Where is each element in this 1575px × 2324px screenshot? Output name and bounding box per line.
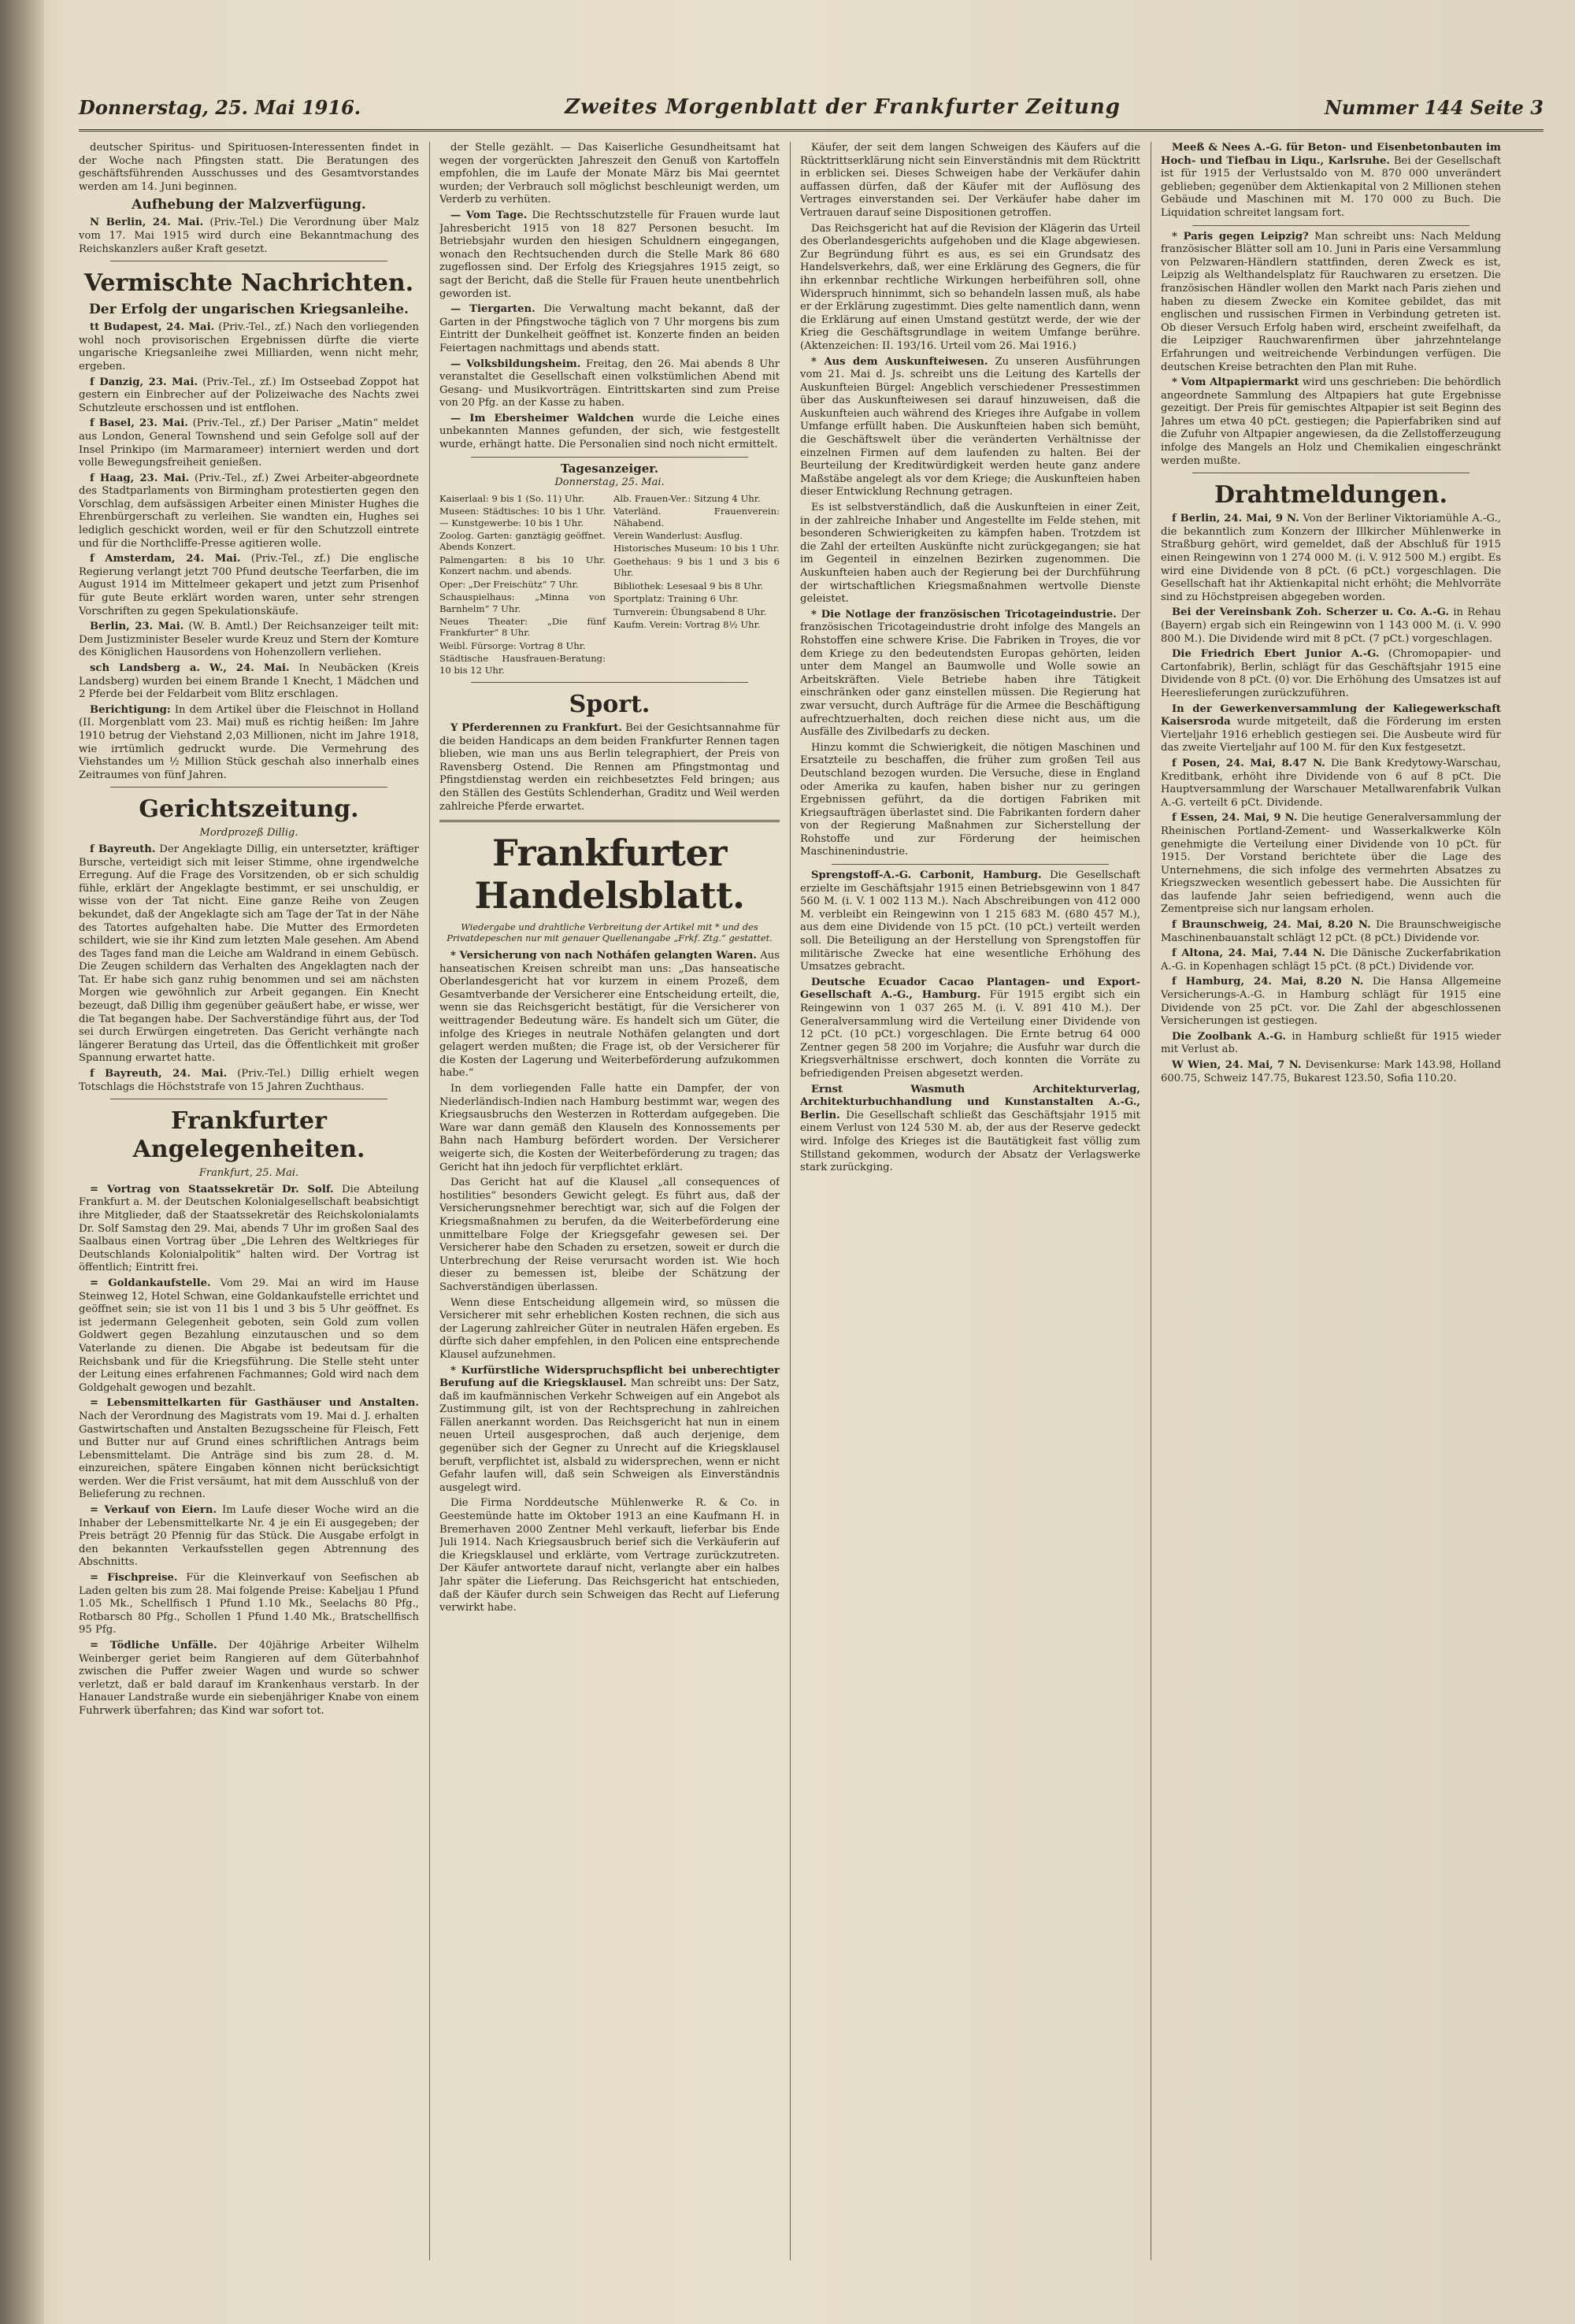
article-paragraph bbox=[1161, 976, 1501, 1028]
article-paragraph bbox=[800, 502, 1140, 606]
article-text: Der Angeklagte Dillig, ein untersetzter, kräftiger Bursche, verteidigt sich mit leiser Stimme, ohne irgendwelche Erregung. Auf die Frage des Vorsitzenden, ob er sich schuldig fühle, erklärt der Angeklagte bestimmt, er sei unschuldig, er wisse von der Tat nicht. Eine ganze Reihe von Zeugen bekundet, daß der Angeklagte sich am Tage der Tat in der Nähe des Tatortes aufgehalten habe. Die Mutter des Ermordeten schildert, wie sie ihr Kind zum letzten Male gesehen. Am Abend des Tages fand man die Leiche am Waldrand in einem Gebüsch. Die Zeugen schildern das Verhalten des Angeklagten nach der Tat. Er habe sich ganz ruhig benommen und sei am nächsten Morgen wie gewöhnlich zur Arbeit gegangen. Ein Knecht bezeugt, daß Dillig ihm gegenüber geäußert habe, er wisse, wer die Tat begangen habe. Der Sachverständige führt aus, der Tod sei durch Erwürgen eingetreten. Das Gericht verhängte nach längerer Beratung das Urteil, das die Öffentlichkeit mit großer Spannung erwartet hatte. bbox=[79, 843, 419, 1065]
article-text: (Priv.-Tel., zf.) Die englische Regierung verlangt jetzt 700 Pfund deutsche Teerfarben, die im August 1914 im Mittelmeer gekapert und jetzt zum Prisenhof für gute Beute erklärt worden waren, unter sehr strengen Vorschriften zu gegen Spekulationskäufe. bbox=[79, 553, 419, 617]
article-paragraph bbox=[800, 609, 1140, 739]
masthead bbox=[79, 85, 1544, 132]
article-text: Zu unseren Ausführungen vom 21. Mai d. Js. schreibt uns die Leitung des Kartells der Auskunfteien Bürgel: Angeblich verschiedener Pressestimmen über das Auskunfteiwesen sei darauf hinzuweisen, daß die Auskunfteien auch während des Krieges ihre Aufgabe in vollem Umfange erfüllt haben. Die Auskunfteien haben sich bemüht, die Geschäftswelt über die veränderten Verhältnisse der einzelnen Firmen auf dem laufenden zu halten. Bei der Beurteilung der Kreditwürdigkeit werden heute ganz andere Maßstäbe angelegt als vor dem Kriege; die Auskunfteien haben dieser Entwicklung Rechnung getragen. bbox=[800, 355, 1140, 499]
article-paragraph bbox=[79, 553, 419, 618]
article-text: Die Braunschweigische Maschinenbauanstalt schlägt 12 pCt. (8 pCt.) Dividende vor. bbox=[1161, 919, 1501, 944]
column-2 bbox=[439, 142, 780, 2268]
column-1 bbox=[79, 142, 419, 2268]
section-banner-headline: Frankfurter Handelsblatt. bbox=[474, 832, 745, 917]
listing-grid bbox=[439, 493, 780, 677]
page-gutter-shadow bbox=[0, 0, 44, 2324]
article-text: wurde mitgeteilt, daß die Förderung im ersten Vierteljahr 1916 erheblich gestiegen sei. Die Ausbeute wird für das zweite Vierteljahr auf 100 M. für den Kux festgesetzt. bbox=[1161, 716, 1501, 754]
double-rule bbox=[439, 820, 780, 822]
section-rule bbox=[471, 457, 748, 458]
article-text: (Priv.-Tel., zf.) Im Ostseebad Zoppot hat gestern ein Einbrecher auf der Polizeiwache des Nachts zwei Schutzleute erschossen und ist entflohen. bbox=[79, 376, 419, 414]
article-lead: N Berlin, 24. Mai. bbox=[90, 217, 204, 229]
article-text: in Hamburg schließt für 1915 wieder mit Verlust ab. bbox=[1161, 1030, 1501, 1056]
article-text: deutscher Spiritus- und Spirituosen-Interessenten findet in der Woche nach Pfingsten statt. Die Beratungen des geschäftsführenden Ausschusses und des Gesamtvorstandes werden am 14. Juni beginnen. bbox=[79, 142, 419, 193]
listing-entry: Palmengarten: 8 bis 10 Uhr. Konzert nachm. und abends. bbox=[439, 554, 606, 577]
section-headline: Frankfurter Angelegenheiten. bbox=[132, 1107, 365, 1164]
article-lead: Die Zoolbank A.-G. bbox=[1172, 1030, 1286, 1043]
article-text: Im Laufe dieser Woche wird an die Inhaber der Lebensmittelkarte Nr. 4 je ein Ei ausgegeben; der Preis beträgt 20 Pfennig für das Stück. Die Ausgabe erfolgt in den bekannten Verkaufsstellen gegen Abtrennung des Abschnitts. bbox=[79, 1504, 419, 1569]
section-headline: Drahtmeldungen. bbox=[1214, 481, 1448, 510]
section-dateline: Frankfurt, 25. Mai. bbox=[198, 1167, 299, 1180]
article-lead: f Braunschweig, 24. Mai, 8.20 N. bbox=[1172, 919, 1371, 932]
article-paragraph bbox=[439, 1365, 780, 1496]
listing-entry: Vaterländ. Frauenverein: Nähabend. bbox=[613, 506, 780, 528]
article-text: Von der Berliner Viktoriamühle A.-G., die bekanntlich zum Konzern der Illkircher Mühlenwerke in Straßburg gehört, wird gemeldet, daß der Abschluß für 1915 einen Reingewinn von 1 274 000 M. (i. V. 912 500 M.) ergibt. Es wird eine Dividende von 8 pCt. (6 pCt.) vorgeschlagen. Die Gesellschaft hat ihr Aktienkapital nicht erhöht; die Mehlvorräte sind zu Höchstpreisen abgegeben worden. bbox=[1161, 513, 1501, 603]
article-paragraph bbox=[1161, 648, 1501, 700]
article-text: Man schreibt uns: Der Satz, daß im kaufmännischen Verkehr Schweigen auf ein Angebot als Zustimmung gilt, ist von der Rechtsprechung in zahlreichen Fällen anerkannt worden. Das Reichsgericht hat nun in einem neuen Urteil ausgesprochen, daß auch derjenige, dem gegenüber sich der Gegner zu Unrecht auf die Kriegsklausel beruft, verpflichtet ist, alsbald zu widersprechen, wenn er nicht Gefahr laufen will, daß sein Schweigen als Einverständnis ausgelegt wird. bbox=[439, 1377, 780, 1494]
article-lead: * Paris gegen Leipzig? bbox=[1172, 230, 1309, 243]
article-lead: Sprengstoff-A.-G. Carbonit, Hamburg. bbox=[811, 869, 1042, 882]
column-4 bbox=[1161, 142, 1501, 2268]
article-paragraph bbox=[800, 223, 1140, 354]
listing-column bbox=[439, 493, 606, 677]
article-text: Der 40jährige Arbeiter Wilhelm Weinberger geriet beim Rangieren auf dem Güterbahnhof zwischen die Puffer zweier Wagen und wurde so schwer verletzt, daß er bald darauf im Krankenhaus verstarb. In der Hanauer Landstraße wurde ein siebenjähriger Knabe von einem Fuhrwerk überfahren; das Kind war sofort tot. bbox=[79, 1640, 419, 1717]
article-text: Aus hanseatischen Kreisen schreibt man uns: „Das hanseatische Oberlandesgericht hat vor kurzem in einem Prozeß, dem Gesamtverbande der Versicherer eine Entscheidung erteilt, die, wenn sie das Reichsgericht bestätigt, für die Versicherer von weittragender Bedeutung wäre. Es handelt sich um Güter, die infolge des Krieges in neutrale Nothäfen gelangten und dort gelagert werden mußten; die Frage ist, ob der Versicherer für die Kosten der Lagerung und Weiterbeförderung aufzukommen habe.“ bbox=[439, 950, 780, 1080]
article-text: Die heutige Generalversammlung der Rheinischen Portland-Zement- und Wasserkalkwerke Köln genehmigte die Verteilung einer Dividende von 10 pCt. für 1915. Der Vorstand berichtete über die Lage des Unternehmens, die sich infolge des vermehrten Absatzes zu Kriegszwecken wesentlich gebessert habe. Die Aussichten für das laufende Jahr seien befriedigend, wenn auch die Zementpreise sich nur langsam erholen. bbox=[1161, 812, 1501, 916]
article-paragraph bbox=[79, 376, 419, 416]
article-lead: f Basel, 23. Mai. bbox=[90, 417, 188, 430]
masthead-date: Donnerstag, 25. Mai 1916. bbox=[79, 95, 361, 119]
article-paragraph bbox=[439, 1297, 780, 1362]
listing-entry: Zoolog. Garten: ganztägig geöffnet. Abends Konzert. bbox=[439, 530, 606, 553]
listing-entry: Kaufm. Verein: Vortrag 8½ Uhr. bbox=[613, 618, 761, 630]
article-paragraph bbox=[1161, 1031, 1501, 1057]
article-text: Vom 29. Mai an wird im Hause Steinweg 12, Hotel Schwan, eine Goldankaufstelle errichtet und geöffnet sein; sie ist von 11 bis 1 und 3 bis 5 Uhr geöffnet. Es ist jedermann Gelegenheit geboten, sein Gold zum vollen Goldwert gegen Bezahlung einzutauschen und so dem Vaterlande zu dienen. Die Abgabe ist bedeutsam für die Reichsbank und für die Kriegsführung. Die Stelle steht unter der Leitung eines erfahrenen Fachmannes; Gold wird nach dem Goldgehalt gewogen und bezahlt. bbox=[79, 1277, 419, 1394]
article-lead: f Berlin, 24. Mai, 9 N. bbox=[1172, 513, 1299, 525]
article-text: Es ist selbstverständlich, daß die Auskunfteien in einer Zeit, in der zahlreiche Inhaber und Angestellte im Felde stehen, mit besonderen Schwierigkeiten zu kämpfen haben. Trotzdem ist die Zahl der erteilten Auskünfte nicht zurückgegangen; sie hat im Gegenteil in einzelnen Bezirken zugenommen. Die Auskunfteien haben auch der Regierung bei der Durchführung der wirtschaftlichen Kriegsmaßnahmen wertvolle Dienste geleistet. bbox=[800, 502, 1140, 606]
article-paragraph bbox=[439, 1497, 780, 1614]
article-lead: Berlin, 23. Mai. bbox=[90, 621, 184, 633]
article-lead: f Altona, 24. Mai, 7.44 N. bbox=[1172, 947, 1325, 960]
article-lead: f Amsterdam, 24. Mai. bbox=[90, 553, 241, 565]
article-lead: tt Budapest, 24. Mai. bbox=[90, 321, 215, 334]
article-lead: f Haag, 23. Mai. bbox=[90, 472, 190, 484]
article-lead: Y Pferderennen zu Frankfurt. bbox=[450, 721, 622, 734]
section-headline: Vermischte Nachrichten. bbox=[83, 269, 414, 298]
table-title: Tagesanzeiger. bbox=[560, 461, 659, 476]
masthead-page-number: Nummer 144 Seite 3 bbox=[1324, 95, 1544, 119]
article-text: Das Gericht hat auf die Klausel „all consequences of hostilities“ besonders Gewicht gelegt. Es führt aus, daß der Versicherungsnehmer berechtigt war, sich auf die Folgen der Kriegsmaßnahmen zu berufen, da die Weiterbeförderung eine unmittelbare Folge der Kriegsgefahr gewesen sei. Der Versicherer habe den Schaden zu ersetzen, soweit er durch die Unterbrechung der Reise verursacht worden ist. Wie hoch dieser zu bemessen ist, bleibe der Schätzung der Sachverständigen überlassen. bbox=[439, 1177, 780, 1293]
article-paragraph bbox=[439, 1177, 780, 1294]
article-paragraph bbox=[439, 722, 780, 814]
article-lead: * Vom Altpapiermarkt bbox=[1172, 376, 1299, 389]
article-paragraph bbox=[79, 417, 419, 469]
article-paragraph bbox=[79, 1068, 419, 1094]
article-paragraph bbox=[1161, 1059, 1501, 1085]
article-text: (Priv.-Tel.) Die Verordnung über Malz vom 17. Mai 1915 wird durch eine Bekanntmachung des Reichskanzlers außer Kraft gesetzt. bbox=[79, 217, 419, 255]
section-dateline: Donnerstag, 25. Mai. bbox=[554, 476, 665, 489]
listing-entry: Museen: Städtisches: 10 bis 1 Uhr. — Kunstgewerbe: 10 bis 1 Uhr. bbox=[439, 506, 606, 528]
article-lead: f Essen, 24. Mai, 9 N. bbox=[1172, 812, 1298, 825]
section-rule bbox=[110, 787, 387, 788]
article-text: in Rehau (Bayern) ergab sich ein Reingewinn von 1 143 000 M. (i. V. 990 800 M.). Die Dividende wird mit 8 pCt. (7 pCt.) vorgeschlagen. bbox=[1161, 606, 1501, 645]
article-text: Wenn diese Entscheidung allgemein wird, so müssen die Versicherer mit sehr erheblichen Kosten rechnen, die sich aus der Lagerung zahlreicher Güter in neutralen Häfen ergeben. Es dürfte sich daher empfehlen, in den Policen eine entsprechende Klausel aufzunehmen. bbox=[439, 1296, 780, 1361]
article-paragraph bbox=[79, 217, 419, 256]
article-paragraph bbox=[79, 704, 419, 783]
listing-entry: Schauspielhaus: „Minna von Barnhelm“ 7 Uhr. bbox=[439, 591, 606, 614]
article-lead: — Volksbildungsheim. bbox=[450, 358, 581, 370]
article-paragraph bbox=[79, 1184, 419, 1275]
article-text: Hinzu kommt die Schwierigkeit, die nötigen Maschinen und Ersatzteile zu beschaffen, die früher zum großen Teil aus Deutschland bezogen wurden. Die Versuche, diese in England oder Amerika zu kaufen, haben bisher nur zu geringen Ergebnissen geführt, da die dortigen Fabriken mit Kriegsaufträgen überlastet sind. Die Fabrikanten fordern daher von der Regierung Maßnahmen zur Sicherstellung der Rohstoffe und zur Förderung der heimischen Maschinenindustrie. bbox=[800, 741, 1140, 858]
listing-entry: Verein Wanderlust: Ausflug. bbox=[613, 530, 743, 542]
article-text: Für 1915 ergibt sich ein Reingewinn von 1 037 265 M. (i. V. 891 410 M.). Der Generalversammlung wird die Verteilung einer Dividende von 12 pCt. (10 pCt.) vorgeschlagen. Die Ernte betrug 64 000 Zentner gegen 58 200 im Vorjahre; die Ausfuhr war durch die Kriegsverhältnisse erschwert, doch konnten die Vorräte zu befriedigenden Preisen abgesetzt werden. bbox=[800, 989, 1140, 1080]
article-text: Die Bank Kredytowy-Warschau, Kreditbank, erhöht ihre Dividende von 6 auf 8 pCt. Die Hauptversammlung der Warschauer Metallwarenfabrik Vulkan A.-G. verteilt 6 pCt. Dividende. bbox=[1161, 757, 1501, 809]
article-lead: f Bayreuth, 24. Mai. bbox=[90, 1068, 228, 1080]
article-text: Freitag, den 26. Mai abends 8 Uhr veranstaltet die Gesellschaft einen volkstümlichen Abend mit Gesang- und Musikvorträgen. Eintrittskarten sind zum Preise von 20 Pfg. an der Kasse zu haben. bbox=[439, 358, 780, 410]
article-text: Die Gesellschaft erzielte im Geschäftsjahr 1915 einen Betriebsgewinn von 1 847 560 M. (i. V. 1 002 113 M.). Nach Abschreibungen von 412 000 M. verbleibt ein Reingewinn von 1 215 683 M. (680 457 M.), aus dem eine Dividende von 15 pCt. (10 pCt.) verteilt werden soll. Die Beteiligung an der Herstellung von Sprengstoffen für militärische Zwecke hat eine wesentliche Erhöhung des Umsatzes gebracht. bbox=[800, 869, 1140, 973]
article-paragraph bbox=[79, 662, 419, 702]
article-text: Devisenkurse: Mark 143.98, Holland 600.75, Schweiz 147.75, Bukarest 123.50, Sofia 110.20. bbox=[1161, 1059, 1501, 1084]
article-lead: In der Gewerkenversammlung der Kaliegewerkschaft Kaisersroda bbox=[1161, 702, 1501, 728]
article-paragraph bbox=[800, 356, 1140, 500]
article-lead: — Vom Tage. bbox=[450, 209, 528, 221]
article-lead: f Hamburg, 24. Mai, 8.20 N. bbox=[1172, 976, 1364, 988]
article-text: In Neubäcken (Kreis Landsberg) wurden bei einem Brande 1 Knecht, 1 Mädchen und 2 Pferde bei der Feldarbeit vom Blitz erschlagen. bbox=[79, 662, 419, 701]
article-paragraph bbox=[1161, 947, 1501, 973]
article-text: Die Gesellschaft schließt das Geschäftsjahr 1915 mit einem Verlust von 124 530 M. ab, der aus der Reserve gedeckt wird. Infolge des Krieges ist die Bautätigkeit fast völlig zum Stillstand gekommen, wodurch der Absatz der Verlagswerke stark zurückging. bbox=[800, 1109, 1140, 1174]
article-paragraph bbox=[79, 1504, 419, 1570]
article-paragraph bbox=[800, 977, 1140, 1081]
article-paragraph bbox=[79, 1277, 419, 1395]
article-lead: Bei der Vereinsbank Zoh. Scherzer u. Co. A.-G. bbox=[1172, 606, 1449, 619]
article-text: Bei der Gesellschaft ist für 1915 der Verlustsaldo von M. 870 000 unverändert geblieben; gegenüber dem Aktienkapital von 2 Millionen stehen Gebäude und Maschinen mit M. 170 000 zu Buch. Die Liquidation schreitet langsam fort. bbox=[1161, 154, 1501, 219]
article-text: Das Reichsgericht hat auf die Revision der Klägerin das Urteil des Oberlandesgerichts aufgehoben und die Klage abgewiesen. Zur Begründung führt es aus, es sei ein Grundsatz des Handelsverkehrs, daß, wer eine Erklärung des Gegners, die für ihn erkennbar rechtliche Wirkungen herbeiführen soll, ohne Widerspruch hinnimmt, sich so behandeln lassen muß, als habe er der Erklärung zugestimmt. Dies gelte namentlich dann, wenn die Erklärung auf einen Umstand gestützt werde, der wie der Krieg die Geschäftsgrundlage in weitem Umfange berühre. (Aktenzeichen: II. 193/16. Urteil vom 26. Mai 1916.) bbox=[800, 222, 1140, 352]
article-lead: = Tödliche Unfälle. bbox=[90, 1640, 217, 1651]
article-paragraph bbox=[1161, 376, 1501, 468]
column-3 bbox=[800, 142, 1140, 2268]
column-rule bbox=[429, 142, 430, 2260]
article-text: (Priv.-Tel., zf.) Der Pariser „Matin“ meldet aus London, General Townshend und sein Gefolge soll auf der Insel Prinkipo (im Marmarameer) interniert werden und dort volle Bewegungsfreiheit genießen. bbox=[79, 417, 419, 469]
article-paragraph bbox=[1161, 513, 1501, 604]
article-paragraph bbox=[439, 358, 780, 410]
article-lead: Ernst Wasmuth Architekturverlag, Architekturbuchhandlung und Kunstanstalten A.-G., Berlin. bbox=[800, 1083, 1140, 1121]
article-lead: — Im Ebersheimer Waldchen bbox=[450, 412, 634, 424]
article-lead: = Goldankaufstelle. bbox=[90, 1277, 211, 1289]
article-paragraph bbox=[439, 209, 780, 301]
article-paragraph bbox=[79, 142, 419, 194]
article-lead: — Tiergarten. bbox=[450, 303, 536, 316]
article-lead: * Die Notlage der französischen Tricotageindustrie. bbox=[811, 608, 1117, 621]
article-lead: * Versicherung von nach Notháfen gelangten Waren. bbox=[450, 950, 757, 962]
listing-entry: Kaiserlaal: 9 bis 1 (So. 11) Uhr. bbox=[439, 492, 585, 504]
article-text: In dem vorliegenden Falle hatte ein Dampfer, der von Niederländisch-Indien nach Hamburg bestimmt war, wegen des Kriegsausbruchs den Westerzen in Rotterdam aufgegeben. Die Ware war dann gemäß den Klauseln des Konnossements per Bahn nach Hamburg befördert worden. Der Versicherer weigerte sich, die Kosten der Weiterbeförderung zu tragen; das Gericht hat ihn jedoch für verpflichtet erklärt. bbox=[439, 1083, 780, 1173]
section-headline: Sport. bbox=[569, 690, 650, 718]
article-paragraph bbox=[1161, 606, 1501, 646]
article-paragraph bbox=[79, 321, 419, 373]
article-paragraph bbox=[1161, 758, 1501, 810]
article-lead: Meeß & Nees A.-G. für Beton- und Eisenbetonbauten im Hoch- und Tiefbau in Liqu., Karlsruhe. bbox=[1161, 142, 1501, 167]
article-text: Die Verwaltung macht bekannt, daß der Garten in der Pfingstwoche täglich von 7 Uhr morgens bis zum Eintritt der Dunkelheit geöffnet ist. Konzerte finden an beiden Feiertagen nachmittags und abends statt. bbox=[439, 303, 780, 354]
article-paragraph bbox=[800, 1084, 1140, 1175]
article-paragraph bbox=[1161, 919, 1501, 945]
article-text: Die Rechtsschutzstelle für Frauen wurde laut Jahresbericht 1915 von 18 827 Personen besucht. Im Betriebsjahr wurden den hiesigen Schuldnern eingegangen, wonach den Rechtsuchenden durch die Stelle Mark 86 680 zugeflossen sind. Der Erfolg des Kriegsjahres 1915 zeigt, so sagt der Bericht, daß die Stelle für Frauen heute unentbehrlich geworden ist. bbox=[439, 209, 780, 300]
article-text: Die Dänische Zuckerfabrikation A.-G. in Kopenhagen schlägt 15 pCt. (8 pCt.) Dividende vor. bbox=[1161, 947, 1501, 973]
listing-entry: Oper: „Der Freischütz“ 7 Uhr. bbox=[439, 578, 579, 590]
masthead-title: Zweites Morgenblatt der Frankfurter Zeitung bbox=[565, 95, 1121, 119]
article-paragraph bbox=[439, 413, 780, 452]
article-lead: * Aus dem Auskunfteiwesen. bbox=[811, 355, 988, 368]
section-rule bbox=[471, 682, 748, 683]
article-text: Die Firma Norddeutsche Mühlenwerke R. & Co. in Geestemünde hatte im Oktober 1913 an eine Kaufmann H. in Bremerhaven 2000 Zentner Mehl verkauft, lieferbar bis Ende Juli 1914. Nach Kriegsausbruch berief sich die Verkäuferin auf die Kriegsklausel und erklärte, vom Vertrage zurückzutreten. Der Käufer antwortete darauf nicht, verlangte aber ein halbes Jahr später die Lieferung. Das Reichsgericht hat entschieden, daß der Käufer durch sein Schweigen das Recht auf Lieferung verwirkt habe. bbox=[439, 1497, 780, 1614]
article-lead: = Verkauf von Eiern. bbox=[90, 1504, 217, 1517]
article-lead: f Posen, 24. Mai, 8.47 N. bbox=[1172, 757, 1325, 769]
article-text: (Chromopapier- und Cartonfabrik), Berlin, schlägt für das Geschäftsjahr 1915 eine Dividende von 8 pCt. (0) vor. Die Erhöhung des Umsatzes ist auf Heereslieferungen zurückzuführen. bbox=[1161, 648, 1501, 699]
section-subhead: Aufhebung der Malzverfügung. bbox=[132, 197, 366, 213]
article-paragraph bbox=[79, 621, 419, 660]
article-paragraph bbox=[800, 142, 1140, 221]
listing-entry: Alb. Frauen-Ver.: Sitzung 4 Uhr. bbox=[613, 492, 761, 504]
article-paragraph bbox=[1161, 231, 1501, 375]
article-text: wurde die Leiche eines unbekannten Mannes gefunden, der sich, wie festgestellt wurde, erhängt hatte. Die Personalien sind noch nicht ermittelt. bbox=[439, 412, 780, 451]
article-paragraph bbox=[800, 869, 1140, 974]
listing-entry: Goethehaus: 9 bis 1 und 3 bis 6 Uhr. bbox=[613, 555, 780, 579]
article-text: (Priv.-Tel., zf.) Nach den vorliegenden wohl noch provisorischen Ergebnissen dürfte die vierte ungarische Kriegsanleihe zwei Milliarden, wenn nicht mehr, ergeben. bbox=[79, 321, 419, 373]
article-lead: = Fischpreise. bbox=[90, 1572, 178, 1585]
section-headline: Gerichtszeitung. bbox=[139, 795, 359, 824]
article-paragraph bbox=[1161, 703, 1501, 755]
article-text: Käufer, der seit dem langen Schweigen des Käufers auf die Rücktrittserklärung nicht sein Einverständnis mit dem Rücktritt in erblicken sei. Dieses Schweigen habe der Verkäufer dahin auffassen dürfen, daß der Käufer mit der Auflösung des Vertrages einverstanden sei. Der Verkäufer habe daher im Vertrauen darauf seine Dispositionen getroffen. bbox=[800, 142, 1140, 219]
article-lead: Die Friedrich Ebert Junior A.-G. bbox=[1172, 648, 1380, 661]
newspaper-page bbox=[79, 85, 1544, 2290]
article-paragraph bbox=[800, 742, 1140, 859]
article-lead: f Bayreuth. bbox=[90, 843, 156, 855]
listing-entry: Bibliothek: Lesesaal 9 bis 8 Uhr. bbox=[613, 580, 764, 591]
article-lead: = Vortrag von Staatssekretär Dr. Solf. bbox=[90, 1183, 334, 1195]
article-paragraph bbox=[79, 1397, 419, 1502]
article-text: In dem Artikel über die Fleischnot in Holland (II. Morgenblatt vom 23. Mai) muß es richtig heißen: Im Jahre 1910 betrug der Viehstand 2,03 Millionen, nicht im Jahre 1918, wie irrtümlich gedruckt wurde. Die Vermehrung des Viehstandes um ½ Million Stück geschah also innerhalb eines Zeitraumes von fünf Jahren. bbox=[79, 703, 419, 781]
article-lead: = Lebensmittelkarten für Gasthäuser und Anstalten. bbox=[90, 1397, 419, 1410]
article-text: Die Abteilung Frankfurt a. M. der Deutschen Kolonialgesellschaft beabsichtigt ihre Mitglieder, daß der Staatssekretär des Reichskolonialamts Dr. Solf Samstag den 29. Mai, abends 7 Uhr im großen Saal des Saalbaus einen Vortrag über „Die Lehren des Weltkrieges für Deutschlands Kolonialpolitik“ halten wird. Der Vortrag ist öffentlich; Eintritt frei. bbox=[79, 1183, 419, 1274]
article-paragraph bbox=[439, 1083, 780, 1174]
listing-column bbox=[613, 493, 780, 677]
section-tagline: Wiedergabe und drahtliche Verbreitung der Artikel mit * und des Privatdepeschen nur mit genauer Quellenangabe „Frkf. Ztg.“ gestattet. bbox=[447, 921, 773, 944]
article-text: (Priv.-Tel.) Dillig erhielt wegen Totschlags die Höchststrafe von 15 Jahren Zuchthaus. bbox=[79, 1068, 419, 1093]
article-lead: Berichtigung: bbox=[90, 703, 171, 716]
article-text: Für die Kleinverkauf von Seefischen ab Laden gelten bis zum 28. Mai folgende Preise: Kabeljau 1 Pfund 1.05 Mk., Schellfisch 1 Pfund 1.10 Mk., Seelachs 80 Pfg., Rotbarsch 80 Pfg., Schollen 1 Pfund 1.40 Mk., Bratschellfisch 95 Pfg. bbox=[79, 1572, 419, 1636]
article-text: (Priv.-Tel., zf.) Zwei Arbeiter-abgeordnete des Stadtparlaments von Birmingham protestierten gegen den Vorschlag, dem aufsässigen Arbeiter einen Minister Hughes die Ehrenbürgerschaft zu verleihen. Sie wandten ein, Hughes sei lediglich geschickt worden, weil er für den Schutzzoll eintrete und für die Northcliffe-Presse agitieren wolle. bbox=[79, 472, 419, 550]
article-paragraph bbox=[439, 950, 780, 1080]
article-paragraph bbox=[439, 303, 780, 355]
section-rule bbox=[1192, 225, 1469, 226]
section-dateline: Mordprozeß Dillig. bbox=[199, 827, 298, 840]
article-paragraph bbox=[1161, 812, 1501, 917]
article-text: Der französischen Tricotageindustrie droht infolge des Mangels an Rohstoffen eine schwere Krise. Die Fabriken in Troyes, die vor dem Kriege zu den bedeutendsten Europas gehörten, leiden unter dem Mangel an Baumwolle und Wolle sowie an Arbeitskräften. Viele Betriebe haben ihre Tätigkeit einschränken oder ganz einstellen müssen. Die Regierung hat zwar versucht, durch Aufträge für die Armee die Beschäftigung aufrechtzuerhalten, doch reichen diese nicht aus, um die Ausfälle des Zivilbedarfs zu decken. bbox=[800, 608, 1140, 739]
article-paragraph bbox=[79, 1572, 419, 1637]
article-paragraph bbox=[79, 1640, 419, 1718]
article-paragraph bbox=[1161, 142, 1501, 221]
article-paragraph bbox=[439, 142, 780, 207]
article-lead: Deutsche Ecuador Cacao Plantagen- und Export-Gesellschaft A.-G., Hamburg. bbox=[800, 976, 1140, 1002]
listing-entry: Historisches Museum: 10 bis 1 Uhr. bbox=[613, 543, 780, 554]
article-text: (W. B. Amtl.) Der Reichsanzeiger teilt mit: Dem Justizminister Beseler wurde Kreuz und Stern der Komture des Königlichen Hausordens von Hohenzollern verliehen. bbox=[79, 621, 419, 659]
listing-entry: Sportplatz: Training 6 Uhr. bbox=[613, 593, 739, 605]
article-text: wird uns geschrieben: Die behördlich angeordnete Sammlung des Altpapiers hat gute Ergebnisse gezeitigt. Der Preis für gemischtes Altpapier ist seit Beginn des Jahres um etwa 40 pCt. gestiegen; die Papierfabriken sind auf die Zufuhr von Altpapier angewiesen, da die Zellstofferzeugung infolge des Mangels an Holz und Chemikalien eingeschränkt werden mußte. bbox=[1161, 376, 1501, 467]
section-subhead: Der Erfolg der ungarischen Kriegsanleihe. bbox=[89, 302, 409, 318]
article-paragraph bbox=[79, 473, 419, 551]
article-text: Bei der Gesichtsannahme für die beiden Handicaps an dem beiden Frankfurter Rennen tagen blieben, wie man uns aus Berlin telegraphiert, der Preis von Ravensberg Ostend. Die Rennen am Pfingstmontag und Pfingstdienstag werden ein reichbesetztes Feld bringen; aus den Ställen des Gestüts Schlenderhan, Graditz und Weil werden zahlreiche Pferde erwartet. bbox=[439, 721, 780, 813]
listing-entry: Turnverein: Übungsabend 8 Uhr. bbox=[613, 606, 767, 617]
article-paragraph bbox=[79, 843, 419, 1066]
article-lead: f Danzig, 23. Mai. bbox=[90, 376, 198, 388]
article-lead: sch Landsberg a. W., 24. Mai. bbox=[90, 662, 290, 674]
article-text: Die Hansa Allgemeine Versicherungs-A.-G. in Hamburg schlägt für 1915 eine Dividende von 25 pCt. vor. Die Zahl der abgeschlossenen Versicherungen ist gestiegen. bbox=[1161, 976, 1501, 1028]
article-text: Man schreibt uns: Nach Meldung französischer Blätter soll am 10. Juni in Paris eine Versammlung von Pelzwaren-Händlern stattfinden, deren Zweck es ist, Leipzig als Welthandelsplatz für Rauchwaren zu ersetzen. Die französischen Händler wollen den Markt nach Paris ziehen und haben zu diesem Zwecke ein Komitee gebildet, das mit englischen und russischen Firmen in Verbindung getreten ist. Ob dieser Versuch Erfolg haben wird, erscheint zweifelhaft, da die Leipziger Rauchwarenfirmen über jahrzehntelange Erfahrungen und weitreichende Verbindungen verfügen. Die deutschen Kreise betrachten den Plan mit Ruhe. bbox=[1161, 230, 1501, 373]
article-lead: W Wien, 24. Mai, 7 N. bbox=[1172, 1059, 1302, 1071]
section-rule bbox=[832, 864, 1109, 865]
article-text: Nach der Verordnung des Magistrats vom 19. Mai d. J. erhalten Gastwirtschaften und Anstalten Bezugsscheine für Fleisch, Fett und Butter nur auf Grund eines schriftlichen Antrags beim Lebensmittelamt. Die Anträge sind bis zum 28. d. M. einzureichen, spätere Eingaben können nicht berücksichtigt werden. Wer die Frist versäumt, hat mit dem Ausschluß von der Belieferung zu rechnen. bbox=[79, 1410, 419, 1501]
listing-entry: Neues Theater: „Die fünf Frankfurter“ 8 Uhr. bbox=[439, 615, 606, 639]
article-text: der Stelle gezählt. — Das Kaiserliche Gesundheitsamt hat wegen der vorgerückten Jahreszeit den Genuß von Kartoffeln empfohlen, die im Laufe der Monate März bis Mai geerntet wurden; der Verbrauch soll möglichst beschleunigt werden, um Verderb zu verhüten. bbox=[439, 142, 780, 206]
listing-entry: Städtische Hausfrauen-Beratung: 10 bis 12 Uhr. bbox=[439, 653, 606, 676]
column-rule bbox=[790, 142, 791, 2260]
article-lead: * Kurfürstliche Widerspruchspflicht bei unberechtigter Berufung auf die Kriegsklausel. bbox=[439, 1364, 780, 1390]
listing-entry: Weibl. Fürsorge: Vortrag 8 Uhr. bbox=[439, 639, 586, 651]
